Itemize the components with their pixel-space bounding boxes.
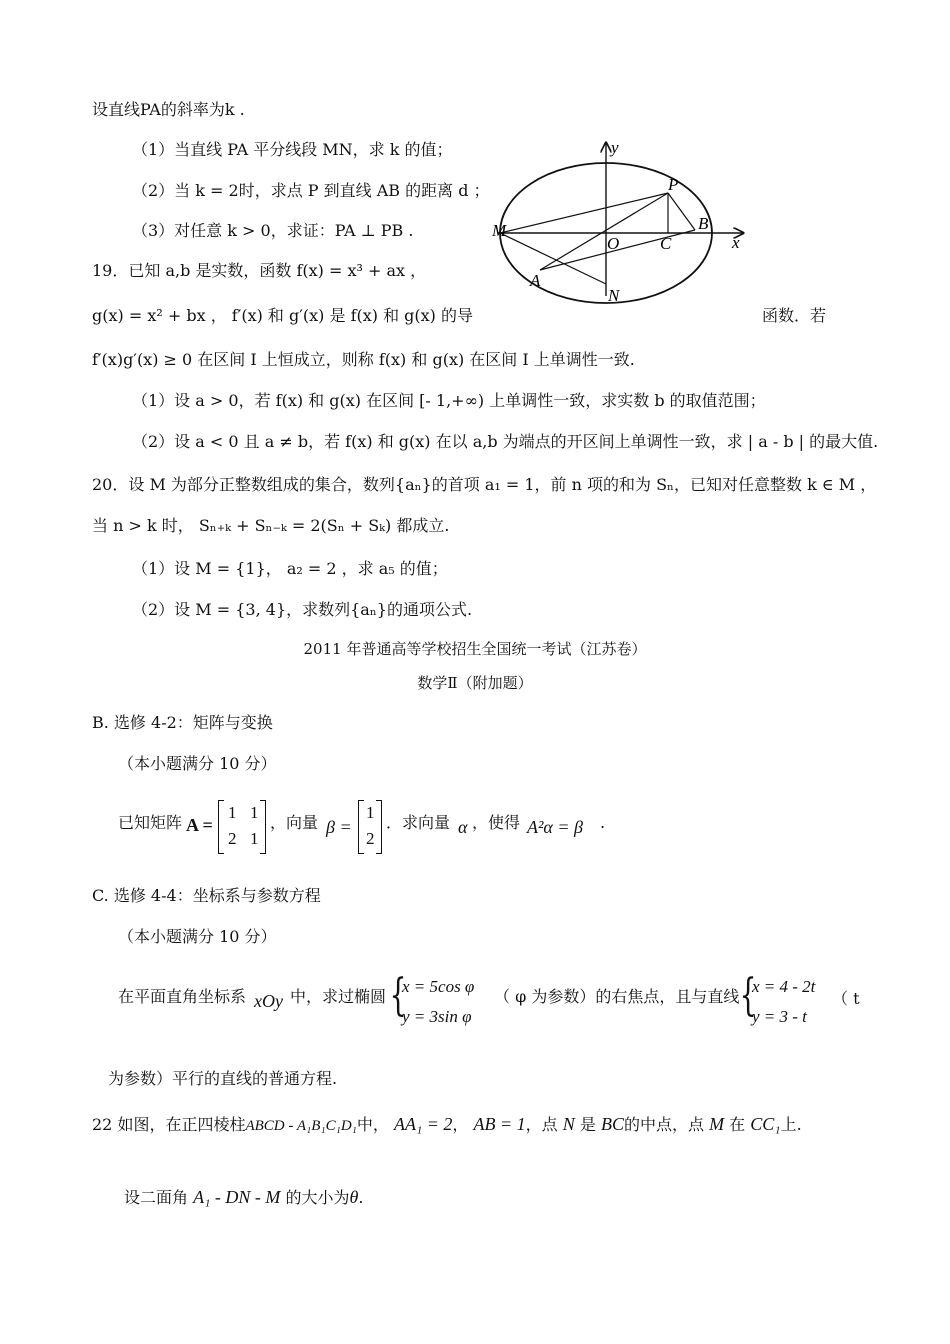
- ellipse-eq-y: y = 3sin φ: [402, 1007, 472, 1026]
- section-b-text-b: ，向量: [270, 813, 319, 832]
- dihedral-angle: A₁ - DN - M: [193, 1187, 281, 1207]
- q22-text-i: 的大小为: [285, 1188, 350, 1207]
- section-c-t3: （ φ 为参数）的右焦点，且与直线: [494, 987, 740, 1006]
- q20-line2: 当 n > k 时， Sₙ₊ₖ + Sₙ₋ₖ = 2(Sₙ + Sₖ) 都成立.: [92, 516, 450, 535]
- point-n: N: [562, 1114, 575, 1134]
- q19-line1: 19．已知 a,b 是实数，函数 f(x) = x³ + ax ，: [92, 261, 427, 280]
- matrix-a-11: 1: [228, 803, 237, 822]
- label-x: x: [732, 233, 740, 252]
- ellipse-brace: {: [389, 970, 407, 1021]
- q19-part2: （2）设 a < 0 且 a ≠ b，若 f(x) 和 g(x) 在以 a,b 为端点的开区间上单调性一致，求 | a - b | 的最大值.: [132, 432, 879, 451]
- q22-line1: 22 如图，在正四棱柱ABCD - A₁B₁C₁D₁中， AA₁ = 2， AB = 1，点 N 是 BC的中点，点 M 在 CC₁上.: [92, 1110, 802, 1140]
- section-b-end: .: [600, 813, 606, 832]
- ellipse-figure: [488, 138, 753, 308]
- q22-text-c: ，点: [525, 1115, 558, 1134]
- line-AP: [540, 193, 668, 270]
- prism: ABCD - A₁B₁C₁D₁: [245, 1118, 357, 1134]
- section-b-title: B. 选修 4-2：矩阵与变换: [92, 713, 273, 732]
- beta-name: β =: [326, 817, 352, 837]
- section-c-score: （本小题满分 10 分）: [118, 927, 277, 946]
- section-c-title: C. 选修 4-4：坐标系与参数方程: [92, 886, 321, 905]
- q22-text-j: .: [358, 1188, 364, 1207]
- q22-text-d: 是: [579, 1115, 596, 1134]
- exam-subtitle: 数学Ⅱ（附加题）: [417, 674, 533, 692]
- q22-text-e: 的中点，点: [623, 1115, 704, 1134]
- label-O: O: [607, 234, 620, 253]
- label-A: A: [530, 271, 541, 290]
- q22-text-a: 22 如图，在正四棱柱: [92, 1115, 246, 1134]
- matrix-a-12: 1: [250, 803, 259, 822]
- label-B: B: [698, 214, 709, 233]
- label-C: C: [660, 234, 672, 253]
- vector-beta-2: 2: [366, 829, 375, 848]
- line-MN: [500, 233, 606, 284]
- q22-text-h: 设二面角: [124, 1188, 189, 1207]
- q19-line2: g(x) = x² + bx ， f′(x) 和 g′(x) 是 f(x) 和 g(x) 的导: [92, 306, 474, 325]
- matrix-a-21: 2: [228, 829, 237, 848]
- line-eq-x: x = 4 - 2t: [752, 977, 816, 996]
- q20-part2: （2）设 M = {3, 4}，求数列{aₙ}的通项公式.: [132, 600, 473, 619]
- q19-line2-tail: 函数．若: [762, 306, 827, 325]
- ab: AB = 1: [473, 1114, 526, 1134]
- section-c-t5: 为参数）平行的直线的普通方程.: [108, 1069, 338, 1088]
- q19-part1: （1）设 a > 0，若 f(x) 和 g(x) 在区间 [- 1,+∞) 上单调性一致，求实数 b 的取值范围；: [132, 391, 766, 410]
- line-brace: {: [739, 970, 757, 1021]
- point-m: M: [709, 1114, 725, 1134]
- line-eq-y: y = 3 - t: [752, 1007, 807, 1026]
- q20-part1: （1）设 M = {1}， a₂ = 2 ，求 a₅ 的值；: [132, 559, 448, 578]
- segment-bc: BC: [600, 1114, 624, 1134]
- vector-beta-1: 1: [366, 803, 375, 822]
- vector-beta: [358, 800, 382, 854]
- matrix-a: [218, 800, 266, 854]
- label-P: P: [668, 175, 679, 194]
- section-b-text-a: 已知矩阵: [118, 813, 183, 832]
- section-c-t2: 中，求过椭圆: [290, 987, 387, 1006]
- section-c-t1: 在平面直角坐标系: [118, 987, 247, 1006]
- section-c-t4: （ t: [832, 989, 860, 1008]
- label-N: N: [608, 286, 620, 305]
- section-b-score: （本小题满分 10 分）: [118, 754, 277, 773]
- matrix-a-22: 1: [250, 829, 259, 848]
- q18-part2: （2）当 k = 2时，求点 P 到直线 AB 的距离 d ；: [132, 181, 490, 200]
- alpha: α: [458, 817, 468, 837]
- q18-part1: （1）当直线 PA 平分线段 MN，求 k 的值；: [132, 140, 453, 159]
- label-y: y: [611, 138, 619, 157]
- section-b-text-d: ，使得: [472, 813, 521, 832]
- exam-title: 2011 年普通高等学校招生全国统一考试（江苏卷）: [303, 640, 647, 658]
- matrix-equation: A²α = β: [527, 817, 583, 837]
- theta: θ: [349, 1187, 359, 1207]
- q20-line1: 20．设 M 为部分正整数组成的集合，数列{aₙ}的首项 a₁ = 1，前 n 项的和为 Sₙ，已知对任意整数 k ∈ M ，: [92, 475, 877, 494]
- line-PB: [668, 193, 695, 230]
- q22-text-b: 中，: [356, 1115, 389, 1134]
- q22-text-g: 上.: [780, 1115, 802, 1134]
- matrix-a-name: A =: [186, 815, 213, 835]
- ellipse-eq-x: x = 5cos φ: [402, 977, 475, 996]
- xoy: xOy: [254, 991, 283, 1011]
- line-MP: [500, 193, 668, 233]
- label-M: M: [492, 221, 507, 240]
- segment-cc1: CC₁: [750, 1114, 781, 1134]
- q18-part3: （3）对任意 k > 0，求证：PA ⊥ PB .: [132, 221, 414, 240]
- aa1: AA₁ = 2: [393, 1114, 453, 1134]
- section-b-text-c: ．求向量: [386, 813, 451, 832]
- q22-line2: [124, 1183, 363, 1212]
- q22-text-f: 在: [729, 1115, 746, 1134]
- q18-intro: 设直线PA的斜率为k .: [92, 100, 245, 119]
- q19-line3: f′(x)g′(x) ≥ 0 在区间 I 上恒成立，则称 f(x) 和 g(x) 在区间 I 上单调性一致.: [92, 350, 635, 369]
